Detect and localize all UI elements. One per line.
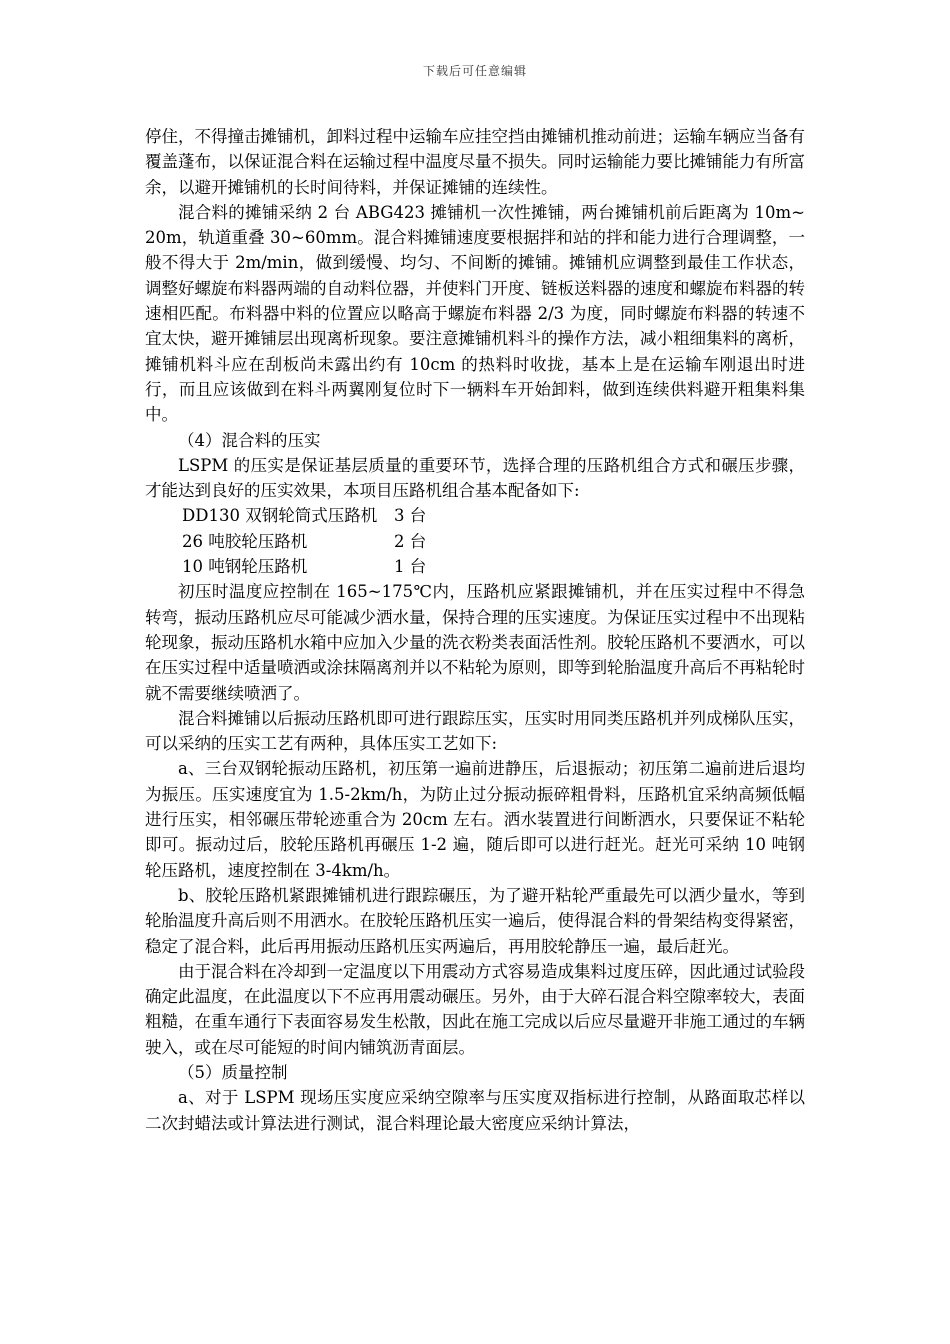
equipment-qty: 2 台 (394, 531, 427, 551)
section-heading-compaction: （4）混合料的压实 (178, 430, 321, 450)
equipment-name: 10 吨钢轮压路机 (182, 557, 308, 577)
equipment-row (145, 554, 805, 579)
equipment-qty: 1 台 (394, 557, 427, 577)
paragraph-process-a: a、三台双钢轮振动压路机，初压第一遍前进静压，后退振动；初压第二遍前进后退均为振压。压实速度宜为 1.5-2km/h，为防止过分振动振碎粗骨料，压路机宜采纳高频低幅进行压实，相邻碾压带轮迹重合为 20cm 左右。洒水装置进行间断洒水，只要保证不粘轮即可。振动过后，胶轮压路机再碾压 1-2 遍，随后即可以进行赶光。赶光可采纳 10 吨钢轮压路机，速度控制在 3-4km/h。 (145, 759, 805, 880)
paragraph-transport: 停住，不得撞击摊铺机，卸料过程中运输车应挂空挡由摊铺机推动前进；运输车辆应当备有覆盖蓬布，以保证混合料在运输过程中温度尽量不损失。同时运输能力要比摊铺能力有所富余，以避开摊铺机的长时间待料，并保证摊铺的连续性。 (145, 127, 805, 197)
equipment-row (145, 529, 805, 554)
equipment-name: 26 吨胶轮压路机 (182, 531, 308, 551)
paragraph-quality-a: a、对于 LSPM 现场压实度应采纳空隙率与压实度双指标进行控制，从路面取芯样以二次封蜡法或计算法进行测试，混合料理论最大密度应采纳计算法， (145, 1088, 805, 1133)
document-body (145, 124, 805, 1136)
paragraph-paving: 混合料的摊铺采纳 2 台 ABG423 摊铺机一次性摊铺，两台摊铺机前后距离为 10m~20m，轨道重叠 30~60mm。混合料摊铺速度要根据拌和站的拌和能力进行合理调整，一般不得大于 2m/min，做到缓慢、均匀、不间断的摊铺。摊铺机应调整到最佳工作状态，调整好螺旋布料器两端的自动料位器，并使料门开度、链板送料器的速度和螺旋布料器的转速相匹配。布料器中料的位置应以略高于螺旋布料器 2/3 为度，同时螺旋布料器的转速不宜太快，避开摊铺层出现离析现象。要注意摊铺机料斗的操作方法，减小粗细集料的离析，摊铺机料斗应在刮板尚未露出约有 10cm 的热料时收拢，基本上是在运输车刚退出时进行，而且应该做到在料斗两翼刚复位时下一辆料车开始卸料，做到连续供料避开粗集料集中。 (145, 202, 805, 425)
paragraph-tracking-compaction: 混合料摊铺以后振动压路机即可进行跟踪压实，压实时用同类压路机并列成梯队压实，可以采纳的压实工艺有两种，具体压实工艺如下: (145, 708, 805, 754)
paragraph-initial-compaction: 初压时温度应控制在 165~175℃内，压路机应紧跟摊铺机，并在压实过程中不得急转弯，振动压路机应尽可能减少洒水量，保持合理的压实速度。为保证压实过程中不出现粘轮现象，振动压路机水箱中应加入少量的洗衣粉类表面活性剂。胶轮压路机不要洒水，可以在压实过程中适量喷洒或涂抹隔离剂并以不粘轮为原则，即等到轮胎温度升高后不再粘轮时就不需要继续喷洒了。 (145, 582, 805, 703)
page-header: 下载后可任意编辑 (422, 64, 527, 78)
section-heading-quality: （5）质量控制 (178, 1062, 288, 1082)
equipment-qty: 3 台 (394, 506, 427, 526)
paragraph-compaction-intro: LSPM 的压实是保证基层质量的重要环节，选择合理的压路机组合方式和碾压步骤，才能达到良好的压实效果，本项目压路机组合基本配备如下: (145, 455, 805, 501)
paragraph-process-b: b、胶轮压路机紧跟摊铺机进行跟踪碾压，为了避开粘轮严重最先可以洒少量水，等到轮胎温度升高后则不用洒水。在胶轮压路机压实一遍后，使得混合料的骨架结构变得紧密，稳定了混合料，此后再用振动压路机压实两遍后，再用胶轮静压一遍，最后赶光。 (145, 885, 805, 956)
paragraph-temperature: 由于混合料在冷却到一定温度以下用震动方式容易造成集料过度压碎，因此通过试验段确定此温度，在此温度以下不应再用震动碾压。另外，由于大碎石混合料空隙率较大，表面粗糙，在重车通行下表面容易发生松散，因此在施工完成以后应尽量避开非施工通过的车辆驶入，或在尽可能短的时间内铺筑沥青面层。 (145, 961, 805, 1057)
equipment-row (145, 503, 805, 528)
equipment-name: DD130 双钢轮筒式压路机 (182, 506, 378, 526)
